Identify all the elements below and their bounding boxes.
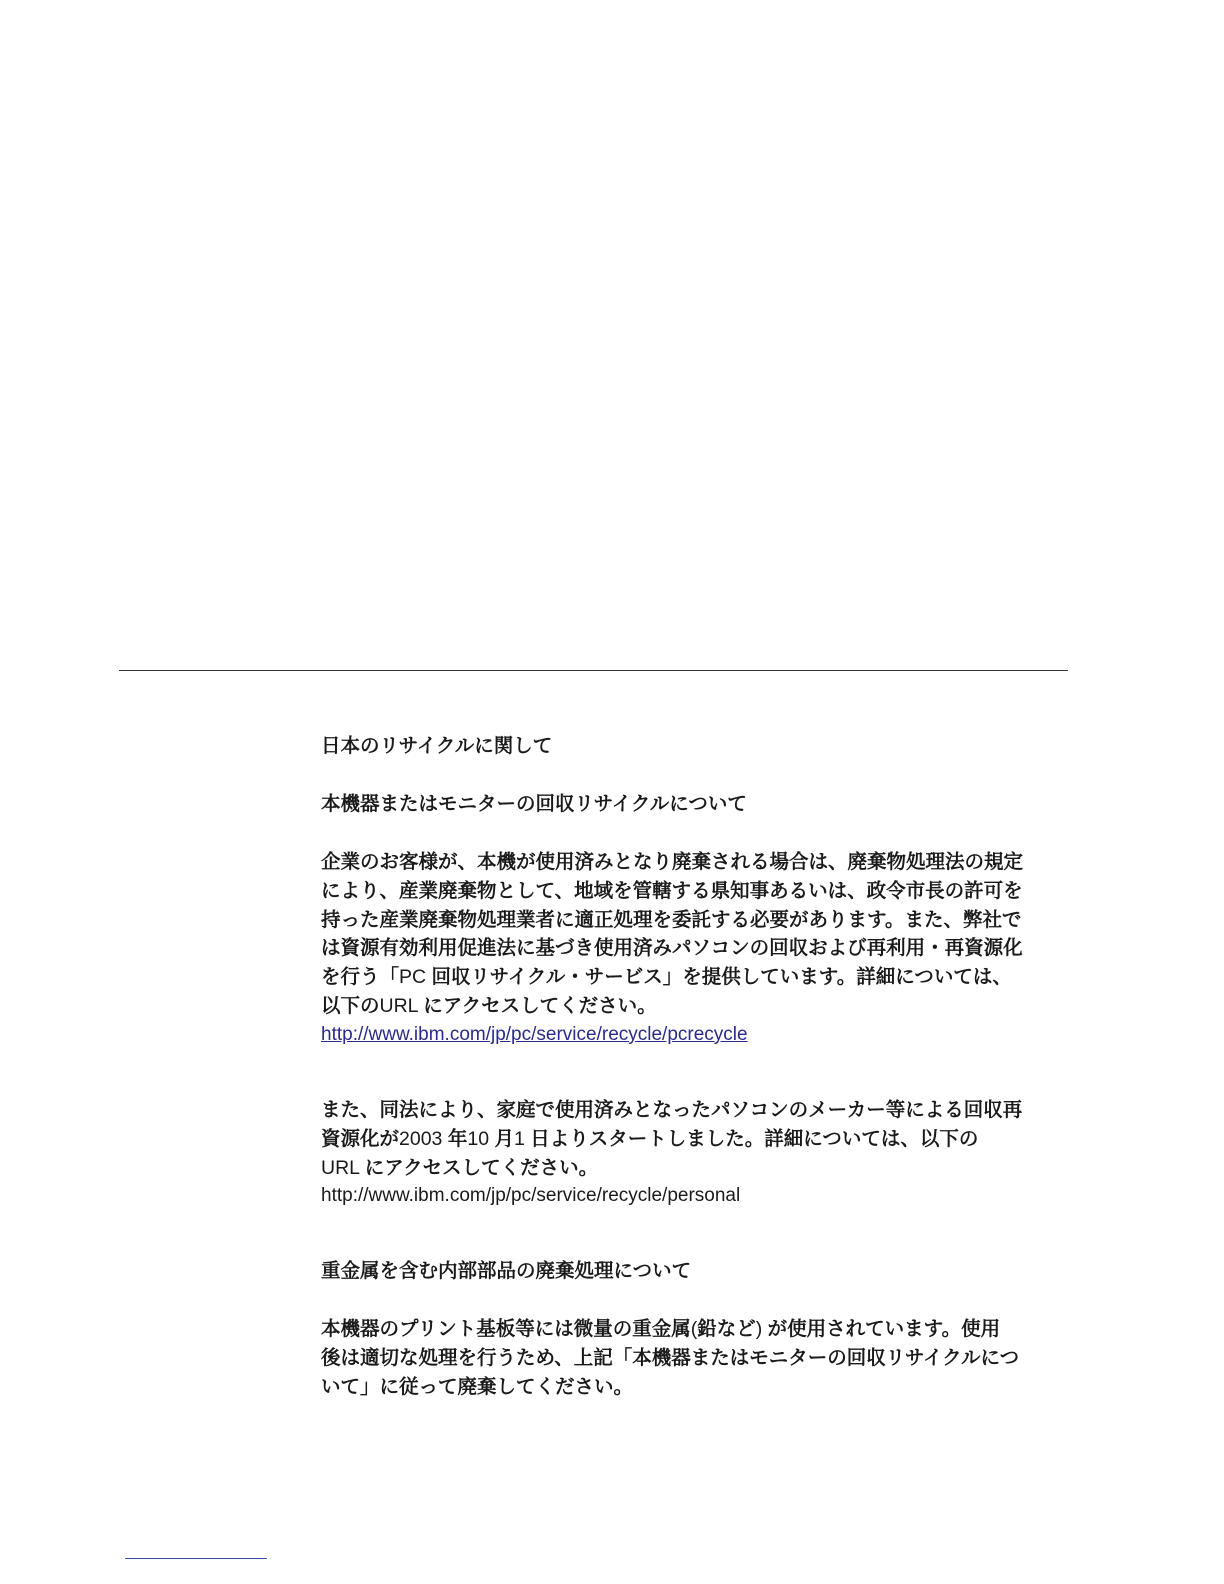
paragraph-line: 資源化が2003 年10 月1 日よりスタートしました。詳細については、以下の: [321, 1126, 979, 1150]
paragraph-line: また、同法により、家庭で使用済みとなったパソコンのメーカー等による回収再: [321, 1098, 1023, 1121]
section-title-recycling: 本機器またはモニターの回収リサイクルについて: [321, 792, 747, 815]
section-title-heavy-metals: 重金属を含む内部部品の廃棄処理について: [321, 1259, 692, 1282]
paragraph-home-recycling: [321, 1096, 1066, 1210]
paragraph-line: 後は適切な処理を行うため、上記「本機器またはモニターの回収リサイクルにつ: [321, 1345, 1020, 1369]
paragraph-line: 本機器のプリント基板等には微量の重金属(鉛など) が使用されています。使用: [321, 1317, 1001, 1340]
paragraph-line: URL にアクセスしてください。: [321, 1155, 599, 1179]
paragraph-heavy-metals: [321, 1315, 1066, 1401]
paragraph-line: 企業のお客様が、本機が使用済みとなり廃棄される場合は、廃棄物処理法の規定: [321, 850, 1024, 873]
paragraph-line: は資源有効利用促進法に基づき使用済みパソコンの回収および再利用・再資源化: [321, 936, 1023, 960]
personal-recycle-url: http://www.ibm.com/jp/pc/service/recycle/personal: [321, 1185, 741, 1207]
paragraph-line: 以下のURL にアクセスしてください。: [321, 993, 657, 1017]
paragraph-line: 持った産業廃棄物処理業者に適正処理を委託する必要があります。また、弊社で: [321, 907, 1022, 931]
pcrecycle-link[interactable]: http://www.ibm.com/jp/pc/service/recycle/pcrecycle: [321, 1023, 748, 1045]
paragraph-line: により、産業廃棄物として、地域を管轄する県知事あるいは、政令市長の許可を: [321, 878, 1023, 902]
page-heading: 日本のリサイクルに関して: [321, 734, 553, 757]
footer-rule: [125, 1558, 267, 1559]
horizontal-rule: [119, 670, 1068, 671]
paragraph-corporate-recycling: [321, 848, 1066, 1049]
paragraph-line: を行う「PC 回収リサイクル・サービス」を提供しています。詳細については、: [321, 965, 1012, 989]
paragraph-line: いて」に従って廃棄してください。: [321, 1374, 634, 1398]
